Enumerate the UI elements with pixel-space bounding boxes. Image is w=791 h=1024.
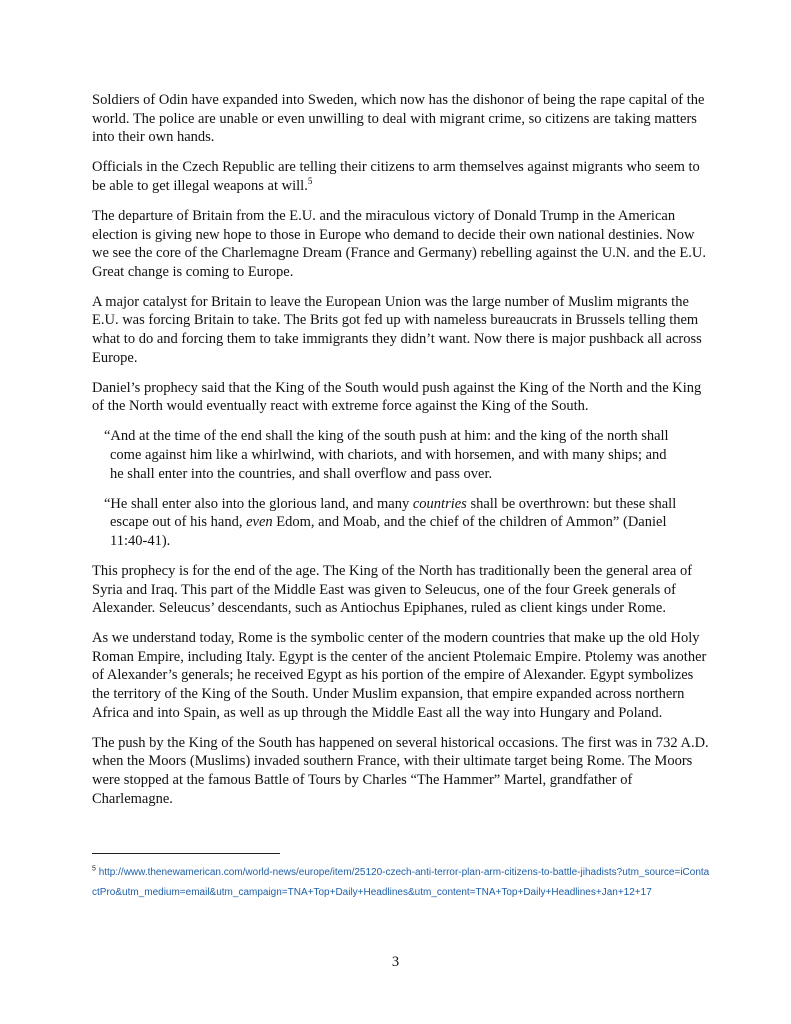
italic-text: countries [412,495,467,512]
text-run: This prophecy is for the end of the age. The King of the North has traditionally been the general area of Syria and Iraq. This part of the Middle East was given to Seleucus, one of the four Greek generals of Alexander. Seleucus’ descendants, such as Antiochus Epiphanes, ruled as client kings under Rome. [92,562,693,617]
text-run: “And at the time of the end shall the king of the south push at him: and the king of the north shall come against him like a whirlwind, with chariots, and with horsemen, and with many ships; and he shall enter into the countries, and shall overflow and pass over. [104,428,669,482]
paragraph [92,158,712,195]
page-number: 3 [391,954,400,970]
footnote-divider [92,853,280,854]
scripture-quote [92,427,680,483]
text-run: As we understand today, Rome is the symbolic center of the modern countries that make up the old Holy Roman Empire, including Italy. Egypt is the center of the ancient Ptolemaic Empire. Ptolemy was another of Alexander’s generals; he received Egypt as his portion of the empire of Alexander. Egypt symbolizes the territory of the King of the South. Under Muslim expansion, that empire expanded across northern Africa and into Spain, as well as up through the Middle East all the way into Hungary and Poland. [92,630,707,721]
paragraph [92,293,712,367]
body-text [92,91,712,820]
text-run: “He shall enter also into the glorious land, and many [104,495,413,512]
paragraph [92,207,712,281]
paragraph [92,91,712,147]
text-run: shall be overthrown: but these shall escape out of his hand, [110,495,677,531]
paragraph [92,734,712,808]
text-run: The departure of Britain from the E.U. and the miraculous victory of Donald Trump in the American election is giving new hope to those in Europe who demand to decide their own national destinies. Now we see the core of the Charlemagne Dream (France and Germany) rebelling against the U.N. and the E.U. Great change is coming to Europe. [92,207,706,280]
scripture-quote [92,495,680,551]
footnote-marker: 5 [92,865,96,873]
text-run: Daniel’s prophecy said that the King of the South would push against the King of the North and the King of the North would eventually react with extreme force against the King of the South. [92,379,702,415]
text-run: Officials in the Czech Republic are telling their citizens to arm themselves against migrants who seem to be able to get illegal weapons at will. [92,159,700,194]
footnote-link[interactable]: http://www.thenewamerican.com/world-news/europe/item/25120-czech-anti-terror-plan-arm-citizens-to-battle-jihadists?utm_source=iContactPro&utm_medium=email&utm_campaign=TNA+Top+Daily+Headlines&utm_content=TNA+Top+Daily+Headlines+Jan+12+17 [92,867,710,898]
text-run: A major catalyst for Britain to leave the European Union was the large number of Muslim migrants the E.U. was forcing Britain to take. The Brits got fed up with nameless bureaucrats in Brussels telling them what to do and forcing them to take immigrants they didn’t want. Now there is major pushback all across Europe. [92,293,702,366]
paragraph [92,562,712,618]
text-run: Edom, and Moab, and the chief of the children of Ammon” (Daniel 11:40-41). [110,514,667,549]
paragraph [92,629,712,722]
text-run: Soldiers of Odin have expanded into Sweden, which now has the dishonor of being the rape capital of the world. The police are unable or even unwilling to deal with migrant crime, so citizens are taking matters into their own hands. [92,92,705,146]
italic-text: even [246,514,273,531]
paragraph [92,379,712,416]
footnote-reference: 5 [307,176,313,187]
text-run: The push by the King of the South has happened on several historical occasions. The first was in 732 A.D. when the Moors (Muslims) invaded southern France, with their ultimate target being Rome. The Moors were stopped at the famous Battle of Tours by Charles “The Hammer” Martel, grandfather of Charlemagne. [92,734,709,807]
footnote [92,863,712,903]
